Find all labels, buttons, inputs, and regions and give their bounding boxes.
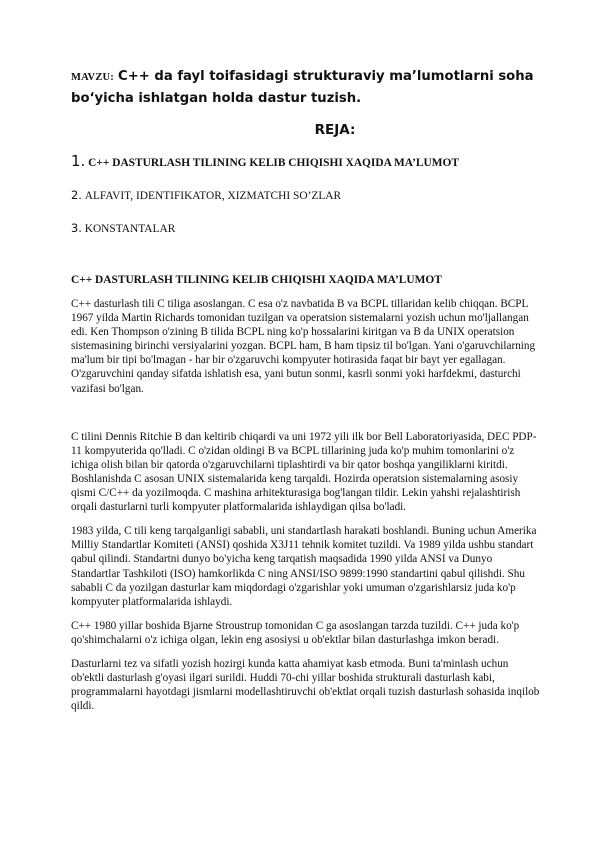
topic-title: C++ da fayl toifasidagi strukturaviy ma’lumotlarni soha bo‘yicha ishlatgan holda dastur tuzish. xyxy=(71,69,534,106)
plan-item-text: ALFAVIT, IDENTIFIKATOR, XIZMATCHI SO’ZLAR xyxy=(84,190,342,202)
paragraph-3: 1983 yilda, C tili keng tarqalganligi sababli, uni standartlash harakati boshlandi. Buning uchun Amerika Milliy Standartlar Komiteti (ANSI) qoshida X3J11 tehnik komitet tuzildi. Va 1989 yilda ushbu standart qabul qilindi. Standartni dunyo bo'yicha keng tarqatish maqsadida 1990 yilda ANSI va Dunyo Standartlar Tashkiloti (ISO) hamkorlikda C ning ANSI/ISO 9899:1990 standartini qabul qilishdi. Shu sababli C da yozilgan dasturlar kam miqdordagi o'zgarishlar yoki umuman o'zgarishlarsiz juda ko'p kompyuter platformalarida ishlaydi. xyxy=(71,525,537,608)
section-heading: C++ DASTURLASH TILINING KELIB CHIQISHI XAQIDA MA’LUMOT xyxy=(71,274,442,286)
plan-heading: REJA: xyxy=(314,122,356,138)
paragraph-2: C tilini Dennis Ritchie B dan keltirib chiqardi va uni 1972 yili ilk bor Bell Laboratoriyasida, DEC PDP-11 kompyuterida qo'lladi. C o'zidan oldingi B va BCPL tillarining juda ko'p muhim tomonlarini o'z ichiga olish bilan bir qatorda o'zgaruvchilarni tiplashtirdi va bir qator boshqa yangiliklarni kiritdi. Boshlanishda C asosan UNIX sistemalarida keng tarqaldi. Hozirda operatsion sistemalarning asosiy qismi C/C++ da yozilmoqda. C mashina arhitekturasiga bog'langan tildir. Lekin yahshi rejalashtirish orqali dasturlarni turli kompyuter platformalarida ishlaydigan qilsa bo'ladi. xyxy=(71,430,537,514)
plan-item-number: 2. xyxy=(71,188,82,202)
plan-item-text: KONSTANTALAR xyxy=(84,223,176,235)
plan-item-3 xyxy=(71,220,541,237)
paragraph-4: C++ 1980 yillar boshida Bjarne Stroustrup tomonidan C ga asoslangan tarzda tuzildi. C++ juda ko'p qo'shimchalarni o'z ichiga olgan, lekin eng asosiysi u ob'ektlar bilan dasturlashga imkon beradi. xyxy=(71,619,520,646)
plan-item-text: C++ DASTURLASH TILINING KELIB CHIQISHI XAQIDA MA’LUMOT xyxy=(88,157,459,169)
plan-list xyxy=(71,153,541,237)
topic-line xyxy=(71,66,541,109)
plan-item-2 xyxy=(71,187,541,204)
document-page xyxy=(71,66,541,723)
paragraph-1: C++ dasturlash tili C tiliga asoslangan. C esa o'z navbatida B va BCPL tillaridan kelib chiqqan. BCPL 1967 yilda Martin Richards tomonidan tuzilgan va operatsion sistemalarni yozish uchun mo'ljallangan edi. Ken Thompson o'zining B tilida BCPL ning ko'p hossalarini kiritgan va B da UNIX operatsion sistemasining birinchi versiyalarini yozgan. BCPL ham, B ham tipsiz til bo'lgan. Yani o'garuvchilarning ma'lum bir tipi bo'lmagan - har bir o'zgaruvchi kompyuter hotirasida faqat bir bayt yer egallagan. O'zgaruvchini qanday sifatda ishlatish esa, yani butun sonmi, kasrli sonmi yoki harfdekmi, dasturchi vazifasi bo'lgan. xyxy=(71,298,536,395)
topic-label: MAVZU: xyxy=(71,72,115,83)
plan-item-1 xyxy=(71,153,541,171)
paragraph-5: Dasturlarni tez va sifatli yozish hozirgi kunda katta ahamiyat kasb etmoda. Buni ta'minlash uchun ob'ektli dasturlash g'oyasi ilgari surildi. Huddi 70-chi yillar boshida strukturali dasturlash kabi, programmalarni hayotdagi jismlarni modellashtiruvchi ob'ektlat orqali tuzish dasturlash sohasida inqilob qildi. xyxy=(71,657,540,713)
plan-item-number: 1. xyxy=(71,152,86,170)
plan-item-number: 3. xyxy=(71,221,82,235)
